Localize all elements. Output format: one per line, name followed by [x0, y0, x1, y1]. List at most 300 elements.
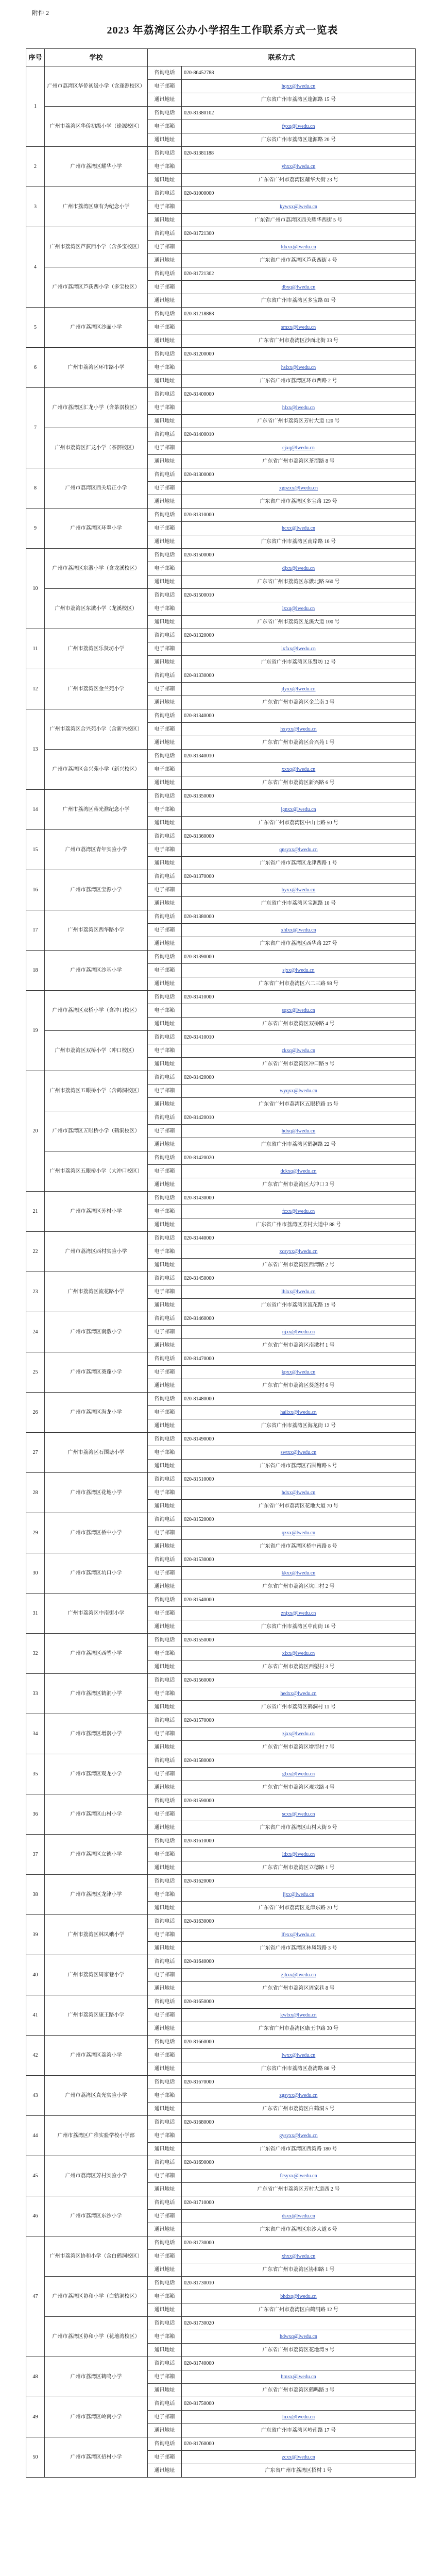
- row-seq-number: 20: [26, 1071, 45, 1192]
- field-label-email: 电子邮箱: [148, 1727, 182, 1741]
- field-value-email[interactable]: jgnxx@lwedu.cn: [182, 803, 416, 817]
- field-label-email: 电子邮箱: [148, 2370, 182, 2384]
- field-value-email[interactable]: hdwxq@lwedu.cn: [182, 2330, 416, 2344]
- field-value-phone: 020-81680000: [182, 2116, 416, 2129]
- field-value-address: 广东省广州市荔湾区周家巷 8 号: [182, 1982, 416, 1995]
- field-label-email: 电子邮箱: [148, 1044, 182, 1058]
- field-value-address: 广东省广州市荔湾区多宝路 81 号: [182, 294, 416, 308]
- table-row: [26, 1071, 416, 1084]
- field-value-email[interactable]: xcsyxx@lwedu.cn: [182, 1245, 416, 1259]
- field-label-phone: 咨询电话: [148, 549, 182, 562]
- school-name: 广州市荔湾区花地小学: [45, 1473, 148, 1513]
- table-row: [26, 1151, 416, 1165]
- field-value-email[interactable]: ldxxx@lwedu.cn: [182, 241, 416, 254]
- field-value-email[interactable]: kywxx@lwedu.cn: [182, 200, 416, 214]
- field-value-phone: 020-81381188: [182, 147, 416, 160]
- field-value-phone: 020-81670000: [182, 2076, 416, 2089]
- row-seq-number: 44: [26, 2116, 45, 2156]
- field-label-email: 电子邮箱: [148, 1125, 182, 1138]
- field-value-email[interactable]: hlxx@lwedu.cn: [182, 401, 416, 415]
- field-value-email[interactable]: zjhxx@lwedu.cn: [182, 1969, 416, 1982]
- field-label-email: 电子邮箱: [148, 321, 182, 334]
- field-label-phone: 咨询电话: [148, 107, 182, 120]
- field-value-email[interactable]: zcxx@lwedu.cn: [182, 2451, 416, 2464]
- field-value-email[interactable]: ldxx@lwedu.cn: [182, 1848, 416, 1861]
- field-value-email[interactable]: hailxx@lwedu.cn: [182, 1406, 416, 1419]
- field-value-address: 广东省广州市荔湾区立德路 1 号: [182, 1861, 416, 1875]
- field-value-phone: 020-81730000: [182, 2236, 416, 2250]
- school-name: 广州市荔湾区鹤鸣小学: [45, 2357, 148, 2397]
- school-name: 广州市荔湾区葵蓬小学: [45, 1352, 148, 1393]
- field-value-address: 广东省广州市荔湾区白鹤洞路 12 号: [182, 2303, 416, 2317]
- field-label-email: 电子邮箱: [148, 1366, 182, 1379]
- table-row: [26, 308, 416, 321]
- field-label-email: 电子邮箱: [148, 1446, 182, 1460]
- school-name: 广州市荔湾区山村小学: [45, 1794, 148, 1835]
- field-label-phone: 咨询电话: [148, 2036, 182, 2049]
- school-name: 广州市荔湾区东沙小学: [45, 2196, 148, 2236]
- row-seq-number: 12: [26, 669, 45, 709]
- school-name: 广州市荔湾区汇龙小学（含茶滘校区）: [45, 388, 148, 428]
- school-name: 广州市荔湾区林凤娥小学: [45, 1915, 148, 1955]
- field-value-email[interactable]: djxx@lwedu.cn: [182, 562, 416, 575]
- table-row: [26, 1312, 416, 1326]
- field-value-email[interactable]: kkxx@lwedu.cn: [182, 1567, 416, 1580]
- field-label-address: 通讯地址: [148, 575, 182, 589]
- field-label-phone: 咨询电话: [148, 147, 182, 160]
- field-value-email[interactable]: zjxx@lwedu.cn: [182, 1727, 416, 1741]
- field-label-address: 通讯地址: [148, 415, 182, 428]
- row-seq-number: 46: [26, 2196, 45, 2236]
- row-seq-number: 13: [26, 709, 45, 790]
- field-label-phone: 咨询电话: [148, 2437, 182, 2451]
- school-name: 广州市荔湾区双桥小学（冲口校区）: [45, 1031, 148, 1071]
- school-name: 广州市荔湾区五眼桥小学（含鹤洞校区）: [45, 1071, 148, 1111]
- field-value-phone: 020-81640000: [182, 1955, 416, 1969]
- field-label-email: 电子邮箱: [148, 1928, 182, 1942]
- field-label-address: 通讯地址: [148, 2344, 182, 2357]
- school-name: 广州市荔湾区芦荻西小学（含多宝校区）: [45, 227, 148, 267]
- field-label-email: 电子邮箱: [148, 884, 182, 897]
- field-value-address: 广东省广州市荔湾区西塱村 3 号: [182, 1660, 416, 1674]
- field-value-phone: 020-81560000: [182, 1674, 416, 1687]
- field-value-address: 广东省广州市荔湾区龙溪大道 100 号: [182, 616, 416, 629]
- table-header-row: [26, 49, 416, 66]
- field-value-email[interactable]: lfexx@lwedu.cn: [182, 1928, 416, 1942]
- table-row: [26, 709, 416, 723]
- field-value-phone: 020-81750000: [182, 2397, 416, 2411]
- field-value-address: 广东省广州市荔湾区林凤娥路 3 号: [182, 1942, 416, 1955]
- field-value-phone: 020-81320000: [182, 629, 416, 642]
- row-seq-number: 9: [26, 509, 45, 549]
- field-value-email[interactable]: dsxx@lwedu.cn: [182, 2210, 416, 2223]
- field-value-email[interactable]: lhlxx@lwedu.cn: [182, 1285, 416, 1299]
- field-label-phone: 咨询电话: [148, 1915, 182, 1928]
- field-label-phone: 咨询电话: [148, 2116, 182, 2129]
- field-value-address: 广东省广州市荔湾区东沙大道 6 号: [182, 2223, 416, 2236]
- field-label-email: 电子邮箱: [148, 160, 182, 174]
- field-value-phone: 020-81580000: [182, 1754, 416, 1768]
- row-seq-number: 2: [26, 147, 45, 187]
- row-seq-number: 4: [26, 227, 45, 308]
- field-value-email[interactable]: fcxx@lwedu.cn: [182, 1205, 416, 1218]
- row-seq-number: 33: [26, 1674, 45, 1714]
- field-label-address: 通讯地址: [148, 1861, 182, 1875]
- field-value-address: 广东省广州市荔湾区石围塘路 5 号: [182, 1460, 416, 1473]
- field-label-email: 电子邮箱: [148, 2049, 182, 2062]
- table-row: [26, 107, 416, 120]
- field-value-address: 广东省广州市荔湾区荔湾路 88 号: [182, 2062, 416, 2076]
- field-value-email[interactable]: lxfxx@lwedu.cn: [182, 642, 416, 656]
- field-label-phone: 咨询电话: [148, 830, 182, 843]
- field-value-email[interactable]: fcsyxx@lwedu.cn: [182, 2170, 416, 2183]
- row-seq-number: 17: [26, 910, 45, 951]
- field-label-email: 电子邮箱: [148, 2170, 182, 2183]
- school-name: 广州市荔湾区观龙小学: [45, 1754, 148, 1794]
- field-label-address: 通讯地址: [148, 937, 182, 951]
- field-value-address: 广东省广州市荔湾区宝源路 10 号: [182, 897, 416, 910]
- field-label-address: 通讯地址: [148, 2384, 182, 2397]
- field-label-email: 电子邮箱: [148, 1848, 182, 1861]
- school-name: 广州市荔湾区乐贤坊小学: [45, 629, 148, 669]
- field-value-email[interactable]: sjxx@lwedu.cn: [182, 964, 416, 977]
- field-value-phone: 020-81400000: [182, 388, 416, 401]
- field-value-email[interactable]: hcxx@lwedu.cn: [182, 522, 416, 535]
- field-value-address: 广东省广州市荔湾区龙津东路 20 号: [182, 1902, 416, 1915]
- field-value-address: 广东省广州市荔湾区乐贤坊 12 号: [182, 656, 416, 669]
- table-row: [26, 589, 416, 602]
- row-seq-number: 3: [26, 187, 45, 227]
- field-value-address: 广东省广州市荔湾区白鹤洞 5 号: [182, 2103, 416, 2116]
- page-title: 2023 年荔湾区公办小学招生工作联系方式一览表: [107, 25, 338, 36]
- field-value-phone: 020-81340010: [182, 750, 416, 763]
- field-value-address: 广东省广州市荔湾区芳村大道 120 号: [182, 415, 416, 428]
- field-value-address: 广东省广州市荔湾区南漖村 1 号: [182, 1339, 416, 1352]
- field-label-address: 通讯地址: [148, 294, 182, 308]
- table-row: [26, 1594, 416, 1607]
- school-name: 广州市荔湾区流花路小学: [45, 1272, 148, 1312]
- school-name: 广州市荔湾区石围塘小学: [45, 1433, 148, 1473]
- school-name: 广州市荔湾区协和小学（花地湾校区）: [45, 2317, 148, 2357]
- field-label-email: 电子邮箱: [148, 1607, 182, 1620]
- table-row: [26, 1352, 416, 1366]
- field-label-phone: 咨询电话: [148, 951, 182, 964]
- field-label-email: 电子邮箱: [148, 1165, 182, 1178]
- field-label-email: 电子邮箱: [148, 1486, 182, 1500]
- table-row: [26, 629, 416, 642]
- field-value-phone: 020-81740000: [182, 2357, 416, 2370]
- field-label-phone: 咨询电话: [148, 2317, 182, 2330]
- field-label-phone: 咨询电话: [148, 709, 182, 723]
- field-label-address: 通讯地址: [148, 1540, 182, 1553]
- field-value-phone: 020-81540000: [182, 1594, 416, 1607]
- field-label-email: 电子邮箱: [148, 2129, 182, 2143]
- field-label-email: 电子邮箱: [148, 120, 182, 133]
- field-label-address: 通讯地址: [148, 1781, 182, 1794]
- field-label-email: 电子邮箱: [148, 2210, 182, 2223]
- field-value-email[interactable]: gysyxx@lwedu.cn: [182, 2129, 416, 2143]
- field-label-phone: 咨询电话: [148, 1594, 182, 1607]
- field-value-address: 广东省广州市荔湾区芳村大道中 88 号: [182, 1218, 416, 1232]
- field-value-email[interactable]: hdxx@lwedu.cn: [182, 1486, 416, 1500]
- field-value-email[interactable]: hslxx@lwedu.cn: [182, 361, 416, 375]
- field-label-address: 通讯地址: [148, 1058, 182, 1071]
- row-seq-number: 26: [26, 1393, 45, 1433]
- field-value-phone: 020-81400010: [182, 428, 416, 442]
- field-value-email[interactable]: hqxx@lwedu.cn: [182, 80, 416, 93]
- field-value-email[interactable]: lwxx@lwedu.cn: [182, 2049, 416, 2062]
- row-seq-number: 18: [26, 951, 45, 991]
- row-seq-number: 30: [26, 1553, 45, 1594]
- field-value-address: 广东省广州市荔湾区鹤洞村 11 号: [182, 1701, 416, 1714]
- field-value-phone: 020-81420010: [182, 1111, 416, 1125]
- field-value-address: 广东省广州市荔湾区增滘村 7 号: [182, 1741, 416, 1754]
- field-label-address: 通讯地址: [148, 1701, 182, 1714]
- field-value-email[interactable]: wyqxx@lwedu.cn: [182, 1084, 416, 1098]
- table-row: [26, 187, 416, 200]
- field-label-phone: 咨询电话: [148, 1553, 182, 1567]
- field-value-phone: 020-81390000: [182, 951, 416, 964]
- header-contact: 联系方式: [148, 49, 416, 66]
- field-value-email[interactable]: hxyxx@lwedu.cn: [182, 723, 416, 736]
- field-value-phone: 020-81490000: [182, 1433, 416, 1446]
- field-label-phone: 咨询电话: [148, 1151, 182, 1165]
- table-row: [26, 2156, 416, 2170]
- row-seq-number: 34: [26, 1714, 45, 1754]
- table-row: [26, 951, 416, 964]
- field-label-address: 通讯地址: [148, 133, 182, 147]
- table-row: [26, 1714, 416, 1727]
- field-label-address: 通讯地址: [148, 2062, 182, 2076]
- field-value-phone: 020-81420000: [182, 1071, 416, 1084]
- field-value-email[interactable]: xxxq@lwedu.cn: [182, 763, 416, 776]
- field-label-address: 通讯地址: [148, 1138, 182, 1151]
- field-value-phone: 020-81610000: [182, 1835, 416, 1848]
- field-label-email: 电子邮箱: [148, 361, 182, 375]
- field-label-email: 电子邮箱: [148, 723, 182, 736]
- field-label-address: 通讯地址: [148, 2022, 182, 2036]
- field-value-email[interactable]: ljxx@lwedu.cn: [182, 1888, 416, 1902]
- table-row: [26, 2196, 416, 2210]
- field-value-phone: 020-81721300: [182, 227, 416, 241]
- field-value-email[interactable]: ckxq@lwedu.cn: [182, 1044, 416, 1058]
- field-label-email: 电子邮箱: [148, 1084, 182, 1098]
- school-name: 广州市荔湾区康有为纪念小学: [45, 187, 148, 227]
- field-value-phone: 020-81570000: [182, 1714, 416, 1727]
- field-label-phone: 咨询电话: [148, 589, 182, 602]
- field-label-phone: 咨询电话: [148, 2277, 182, 2290]
- row-seq-number: 7: [26, 388, 45, 468]
- school-name: 广州市荔湾区五眼桥小学（鹤洞校区）: [45, 1111, 148, 1151]
- row-seq-number: 36: [26, 1794, 45, 1835]
- field-label-address: 通讯地址: [148, 897, 182, 910]
- row-seq-number: 47: [26, 2236, 45, 2357]
- field-value-address: 广东省广州市荔湾区茶滘路 8 号: [182, 455, 416, 468]
- field-label-phone: 咨询电话: [148, 66, 182, 80]
- field-value-phone: 020-81430000: [182, 1192, 416, 1205]
- field-label-email: 电子邮箱: [148, 924, 182, 937]
- field-label-phone: 咨询电话: [148, 2156, 182, 2170]
- field-value-address: 广东省广州市荔湾区西湾路 180 号: [182, 2143, 416, 2156]
- field-value-email[interactable]: lnxx@lwedu.cn: [182, 2411, 416, 2424]
- table-row: [26, 509, 416, 522]
- field-label-phone: 咨询电话: [148, 2397, 182, 2411]
- field-value-email[interactable]: zgsyxx@lwedu.cn: [182, 2089, 416, 2103]
- school-name: 广州市荔湾区华侨初级小学（逢源校区）: [45, 107, 148, 147]
- row-seq-number: 14: [26, 790, 45, 830]
- field-label-email: 电子邮箱: [148, 442, 182, 455]
- table-row: [26, 1835, 416, 1848]
- field-label-address: 通讯地址: [148, 1660, 182, 1674]
- row-seq-number: 8: [26, 468, 45, 509]
- school-name: 广州市荔湾区汇龙小学（茶滘校区）: [45, 428, 148, 468]
- field-value-email[interactable]: smxx@lwedu.cn: [182, 321, 416, 334]
- table-row: [26, 1272, 416, 1285]
- row-seq-number: 21: [26, 1192, 45, 1232]
- row-seq-number: 39: [26, 1915, 45, 1955]
- field-value-phone: 020-81630000: [182, 1915, 416, 1928]
- table-row: [26, 468, 416, 482]
- field-value-address: 广东省广州市荔湾区坑口村 2 号: [182, 1580, 416, 1594]
- field-label-email: 电子邮箱: [148, 2330, 182, 2344]
- field-value-email[interactable]: yhxx@lwedu.cn: [182, 160, 416, 174]
- field-label-address: 通讯地址: [148, 2424, 182, 2437]
- field-value-email[interactable]: cjxq@lwedu.cn: [182, 442, 416, 455]
- field-value-email[interactable]: hedxx@lwedu.cn: [182, 1687, 416, 1701]
- field-label-email: 电子邮箱: [148, 1969, 182, 1982]
- field-label-email: 电子邮箱: [148, 241, 182, 254]
- field-value-email[interactable]: kpxx@lwedu.cn: [182, 1366, 416, 1379]
- field-label-phone: 咨询电话: [148, 1634, 182, 1647]
- field-value-address: 广东省广州市荔湾区逢源路 20 号: [182, 133, 416, 147]
- school-name: 广州市荔湾区耀华小学: [45, 147, 148, 187]
- field-value-phone: 020-81480000: [182, 1393, 416, 1406]
- field-value-email[interactable]: xlxx@lwedu.cn: [182, 1647, 416, 1660]
- field-value-phone: 020-81590000: [182, 1794, 416, 1808]
- row-seq-number: 38: [26, 1875, 45, 1915]
- row-seq-number: 24: [26, 1312, 45, 1352]
- field-value-phone: 020-81300000: [182, 468, 416, 482]
- field-label-email: 电子邮箱: [148, 964, 182, 977]
- field-value-phone: 020-81000000: [182, 187, 416, 200]
- table-row: [26, 669, 416, 683]
- field-value-phone: 020-81200000: [182, 348, 416, 361]
- field-value-email[interactable]: sqxx@lwedu.cn: [182, 1004, 416, 1018]
- field-label-address: 通讯地址: [148, 736, 182, 750]
- field-value-phone: 020-81330000: [182, 669, 416, 683]
- field-value-email[interactable]: qnsyxx@lwedu.cn: [182, 843, 416, 857]
- field-value-email[interactable]: lxxq@lwedu.cn: [182, 602, 416, 616]
- school-name: 广州市荔湾区鹤洞小学: [45, 1674, 148, 1714]
- field-value-address: 广东省广州市荔湾区五眼桥路 15 号: [182, 1098, 416, 1111]
- field-value-email[interactable]: njxx@lwedu.cn: [182, 1326, 416, 1339]
- school-name: 广州市荔湾区桥中小学: [45, 1513, 148, 1553]
- field-value-address: 广东省广州市荔湾区合兴苑 1 号: [182, 736, 416, 750]
- field-value-phone: 020-86452788: [182, 66, 416, 80]
- field-value-email[interactable]: xgpzxx@lwedu.cn: [182, 482, 416, 495]
- field-label-address: 通讯地址: [148, 495, 182, 509]
- field-value-address: 广东省广州市荔湾区六二三路 98 号: [182, 977, 416, 991]
- row-seq-number: 45: [26, 2156, 45, 2196]
- field-value-email[interactable]: dbxq@lwedu.cn: [182, 281, 416, 294]
- field-value-email[interactable]: dckxq@lwedu.cn: [182, 1165, 416, 1178]
- field-value-email[interactable]: swtxx@lwedu.cn: [182, 1446, 416, 1460]
- school-name: 广州市荔湾区协和小学（含白鹤洞校区）: [45, 2236, 148, 2277]
- table-row: [26, 2116, 416, 2129]
- field-value-phone: 020-81470000: [182, 1352, 416, 1366]
- field-value-phone: 020-81710000: [182, 2196, 416, 2210]
- school-name: 广州市荔湾区真光实验小学: [45, 2076, 148, 2116]
- field-label-phone: 咨询电话: [148, 1433, 182, 1446]
- field-value-email[interactable]: znjxx@lwedu.cn: [182, 1607, 416, 1620]
- field-value-address: 广东省广州市荔湾区鹤洞路 22 号: [182, 1138, 416, 1151]
- field-label-address: 通讯地址: [148, 2223, 182, 2236]
- field-value-email[interactable]: hdxq@lwedu.cn: [182, 1125, 416, 1138]
- school-name: 广州市荔湾区立德小学: [45, 1835, 148, 1875]
- field-value-email[interactable]: glxx@lwedu.cn: [182, 1768, 416, 1781]
- field-label-email: 电子邮箱: [148, 1406, 182, 1419]
- field-value-phone: 020-81360000: [182, 830, 416, 843]
- field-value-email[interactable]: xhxx@lwedu.cn: [182, 2250, 416, 2263]
- school-name: 广州市荔湾区芳村实验小学: [45, 2156, 148, 2196]
- field-value-address: 广东省广州市荔湾区西关耀华西街 5 号: [182, 214, 416, 227]
- field-label-address: 通讯地址: [148, 1218, 182, 1232]
- field-value-phone: 020-81550000: [182, 1634, 416, 1647]
- field-label-phone: 咨询电话: [148, 509, 182, 522]
- field-value-email[interactable]: qzxx@lwedu.cn: [182, 1527, 416, 1540]
- field-value-email[interactable]: jlyxx@lwedu.cn: [182, 683, 416, 696]
- field-value-address: 广东省广州市荔湾区双桥路 4 号: [182, 1018, 416, 1031]
- field-value-email[interactable]: hmxx@lwedu.cn: [182, 2370, 416, 2384]
- field-value-phone: 020-81350000: [182, 790, 416, 803]
- field-value-address: 广东省广州市荔湾区西华路 227 号: [182, 937, 416, 951]
- field-value-email[interactable]: bhdxq@lwedu.cn: [182, 2290, 416, 2303]
- table-row: [26, 790, 416, 803]
- field-value-address: 广东省广州市荔湾区多宝路 129 号: [182, 495, 416, 509]
- field-label-address: 通讯地址: [148, 696, 182, 709]
- table-row: [26, 549, 416, 562]
- school-name: 广州市荔湾区华侨初级小学（含逢源校区）: [45, 66, 148, 107]
- field-label-phone: 咨询电话: [148, 2196, 182, 2210]
- school-name: 广州市荔湾区宝源小学: [45, 870, 148, 910]
- field-value-phone: 020-81760000: [182, 2437, 416, 2451]
- table-row: [26, 2036, 416, 2049]
- row-seq-number: 16: [26, 870, 45, 910]
- field-label-address: 通讯地址: [148, 455, 182, 468]
- field-label-address: 通讯地址: [148, 174, 182, 187]
- field-value-email[interactable]: kwlxx@lwedu.cn: [182, 2009, 416, 2022]
- field-label-phone: 咨询电话: [148, 267, 182, 281]
- school-name: 广州市荔湾区协和小学（白鹤洞校区）: [45, 2277, 148, 2317]
- field-value-email[interactable]: xhlxx@lwedu.cn: [182, 924, 416, 937]
- field-label-phone: 咨询电话: [148, 1754, 182, 1768]
- school-name: 广州市荔湾区荔湾小学: [45, 2036, 148, 2076]
- field-value-email[interactable]: byxx@lwedu.cn: [182, 884, 416, 897]
- field-value-phone: 020-81620000: [182, 1875, 416, 1888]
- field-label-email: 电子邮箱: [148, 2009, 182, 2022]
- school-name: 广州市荔湾区合兴苑小学（含新兴校区）: [45, 709, 148, 750]
- field-value-email[interactable]: fyxq@lwedu.cn: [182, 120, 416, 133]
- field-value-email[interactable]: scxx@lwedu.cn: [182, 1808, 416, 1821]
- field-label-phone: 咨询电话: [148, 1674, 182, 1687]
- table-body: [26, 66, 416, 2478]
- field-label-email: 电子邮箱: [148, 642, 182, 656]
- row-seq-number: 37: [26, 1835, 45, 1875]
- field-value-address: 广东省广州市荔湾区大冲口 3 号: [182, 1178, 416, 1192]
- row-seq-number: 29: [26, 1513, 45, 1553]
- field-value-address: 广东省广州市荔湾区葵蓬村 6 号: [182, 1379, 416, 1393]
- field-value-address: 广东省广州市荔湾区协和路 1 号: [182, 2263, 416, 2277]
